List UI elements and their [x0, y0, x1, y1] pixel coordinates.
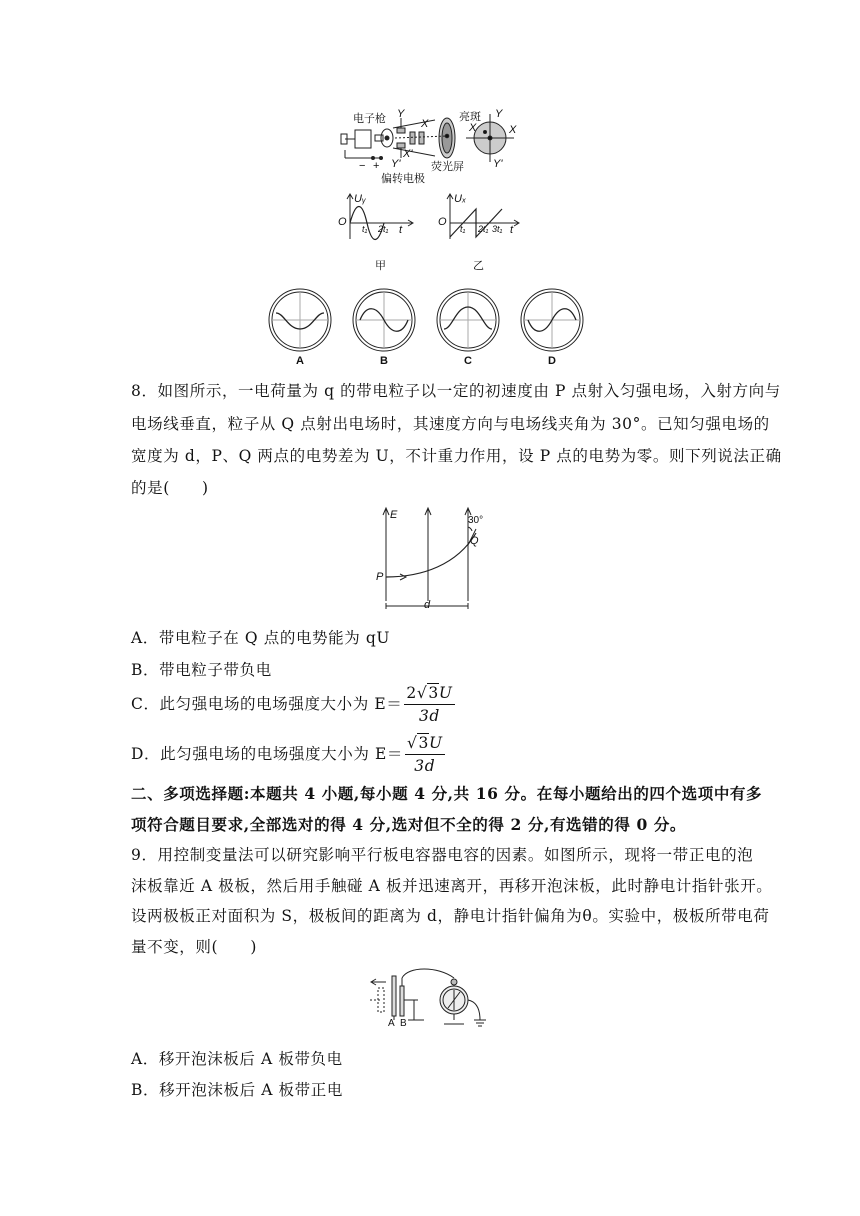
spot-y-label: Y	[495, 108, 503, 120]
q8-q-label: Q	[470, 535, 479, 547]
q8-line-3: 宽度为 d，P、Q 两点的电势差为 U，不计重力作用，设 P 点的电势为零。则下列说法正确	[131, 447, 782, 465]
q8-c-radicand: 3	[428, 684, 439, 702]
q8-d-var: U	[428, 734, 443, 752]
spot-label: 亮斑	[459, 111, 481, 123]
option-screens	[268, 287, 594, 367]
q8-d-den: 3d	[414, 756, 436, 775]
q8-option-b: B．带电粒子带负电	[131, 661, 272, 679]
yi-t3: 3t₁	[492, 224, 503, 234]
q8-option-d-text: D．此匀强电场的电场强度大小为 E＝	[131, 745, 403, 763]
q8-angle-label: 30°	[468, 515, 484, 526]
axis-y-label: Y	[397, 108, 405, 120]
q8-option-d-fraction: $\frac{√3U}{3d}$	[406, 734, 443, 775]
yi-origin: O	[438, 216, 447, 228]
spot-x-left-label: X	[469, 122, 477, 134]
deflector-label: 偏转电极	[381, 173, 425, 185]
q9-line-1: 9．用控制变量法可以研究影响平行板电容器电容的因素。如图所示，现将一带正电的泡	[131, 846, 754, 864]
gun-label: 电子枪	[353, 113, 386, 125]
yi-t1: t₁	[460, 224, 466, 234]
q8-option-a: A．带电粒子在 Q 点的电势能为 qU	[131, 629, 391, 647]
section2-line-1: 二、多项选择题:本题共 4 小题,每小题 4 分,共 16 分。在每小题给出的四个选项中有多	[131, 784, 763, 803]
spot-x-right-label: X	[509, 124, 517, 136]
q9-option-a: A．移开泡沫板后 A 板带负电	[131, 1050, 343, 1068]
q8-d-label: d	[424, 599, 431, 611]
q8-field-figure	[372, 505, 490, 613]
q8-e-label: E	[390, 509, 398, 521]
q8-p-label: P	[376, 571, 384, 583]
q9-line-3: 设两极板正对面积为 S，极板间的距离为 d，静电计指针偏角为θ。实验中，极板所带电荷	[131, 907, 770, 925]
jia-t2: 2t₁	[378, 224, 389, 234]
screen-label-b: B	[380, 355, 388, 367]
q9-capacitor-figure	[368, 968, 498, 1030]
option-screens-svg	[268, 287, 594, 367]
q8-line-4: 的是( )	[131, 479, 209, 497]
caption-yi: 乙	[473, 259, 484, 272]
screen-label: 荧光屏	[431, 161, 464, 173]
graph-jia	[336, 193, 416, 241]
yi-t2: 2t₁	[478, 224, 489, 234]
section2-line-2: 项符合题目要求,全部选对的得 4 分,选对但不全的得 2 分,有选错的得 0 分。	[131, 815, 687, 834]
oscilloscope-figure	[335, 108, 535, 186]
axis-yp-label: Y'	[391, 158, 401, 170]
screen-label-d: D	[548, 355, 556, 367]
q8-option-c	[131, 686, 455, 724]
q8-option-c-fraction: $\frac{2√3U}{3d}$	[406, 684, 453, 725]
q9-line-4: 量不变，则( )	[131, 938, 257, 956]
q8-c-coef: 2	[406, 684, 417, 702]
jia-t1: t₁	[362, 224, 368, 234]
q9-a-label: A	[388, 1018, 395, 1029]
q8-option-c-text: C．此匀强电场的电场强度大小为 E＝	[131, 695, 403, 713]
yi-ylabel: Uₓ	[454, 193, 467, 205]
q8-c-var: U	[438, 684, 453, 702]
jia-t: t	[399, 224, 403, 236]
screen-label-c: C	[464, 355, 472, 367]
spot-yp-label: Y'	[493, 158, 503, 170]
q8-d-radicand: 3	[418, 734, 429, 752]
graph-yi	[436, 193, 522, 241]
graph-jia-plot	[336, 193, 416, 241]
q8-option-d	[131, 736, 445, 774]
axis-xp-label: X'	[403, 148, 413, 160]
q8-line-2: 电场线垂直，粒子从 Q 点射出电场时，其速度方向与电场线夹角为 30°。已知匀强电场的	[131, 415, 770, 433]
q8-c-den: 3d	[418, 706, 440, 725]
yi-t: t	[510, 224, 514, 236]
axis-x-label: X	[421, 118, 429, 130]
q8-line-1: 8．如图所示，一电荷量为 q 的带电粒子以一定的初速度由 P 点射入匀强电场，入射方向与	[131, 382, 781, 400]
jia-ylabel: Uᵧ	[354, 193, 366, 205]
jia-origin: O	[338, 216, 347, 228]
q9-b-label: B	[400, 1018, 407, 1029]
minus-sign: −	[359, 160, 366, 172]
plus-sign: +	[373, 160, 380, 172]
q9-option-b: B．移开泡沫板后 A 板带正电	[131, 1081, 343, 1099]
q9-line-2: 沫板靠近 A 极板，然后用手触碰 A 板并迅速离开，再移开泡沫板，此时静电计指针张开。	[131, 877, 773, 895]
caption-jia: 甲	[375, 259, 386, 272]
screen-label-a: A	[296, 355, 304, 367]
